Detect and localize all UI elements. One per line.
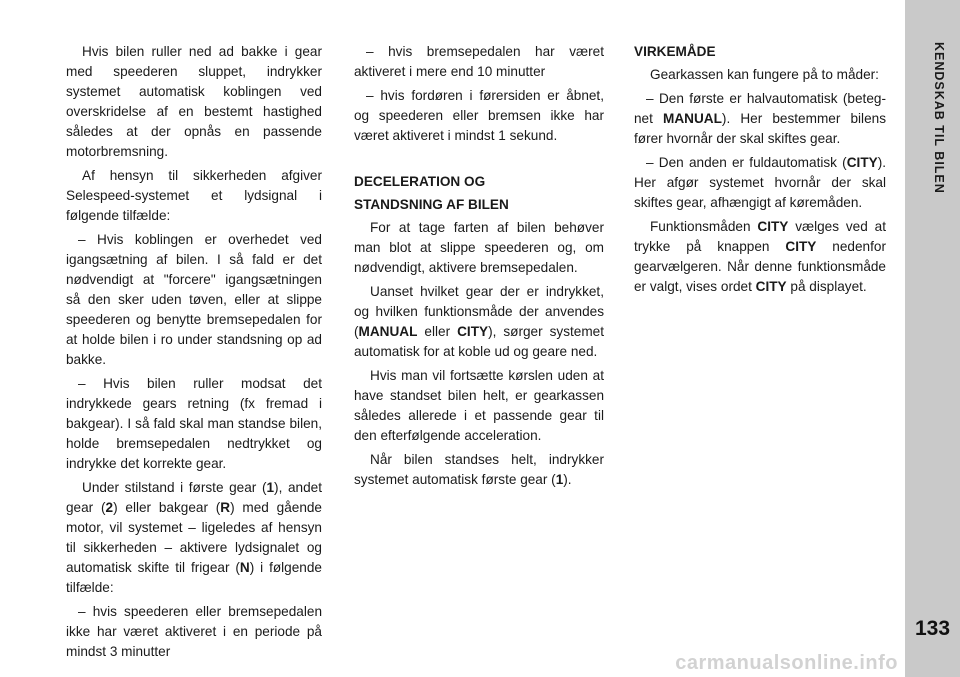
list-item: – hvis speederen eller bremsepedalen ikke har været aktiveret i en periode på mindst 3 minutter	[66, 604, 322, 659]
text-run: – Den første er halvautomatisk (betegnet	[634, 91, 886, 126]
list-item	[634, 89, 886, 149]
section-title: KENDSKAB TIL BILEN	[932, 42, 946, 194]
text-column-2	[354, 42, 604, 494]
text-run: ) med gående motor, vil systemet – ligeledes af hensyn til sikkerheden – aktivere lydsignalet og automatisk skifte til frigear (	[66, 500, 322, 575]
mode-label: CITY	[755, 279, 787, 294]
section-heading: DECELERATION OG	[354, 174, 486, 189]
watermark: carmanualsonline.info	[675, 652, 898, 674]
section-heading: STANDSNING AF BILEN	[354, 197, 509, 212]
text-run: ) i følgende tilfælde:	[66, 560, 322, 595]
gear-label: R	[220, 500, 231, 515]
section-tab	[905, 0, 960, 677]
text-run: Funktionsmåden	[650, 219, 758, 234]
gear-label: 1	[555, 472, 564, 487]
paragraph: Af hensyn til sikkerheden afgiver Selespeed-systemet et lydsignal i følgende tilfælde:	[66, 168, 322, 223]
text-column-3	[634, 42, 886, 301]
text-column-1	[66, 42, 322, 666]
list-item: – Hvis koblingen er overhedet ved igangsætning af bilen. I så fald er det nødvendigt at "forcere" igangsætningen så den sker uden tøven, eller at slippe speederen og benytte bremsepedalen for at holde bilen i ro under standsning op ad bakke.	[66, 232, 322, 367]
section-heading: VIRKEMÅDE	[634, 44, 716, 59]
text-run: nedenfor gearvælgeren. Når denne funktionsmåde er valgt, vises ordet	[634, 239, 886, 294]
text-run: Når bilen standses helt, indrykker systemet automatisk første gear (	[354, 452, 604, 487]
text-run: vælges ved at trykke på knappen	[634, 219, 887, 254]
paragraph: Hvis man vil fortsætte kørslen uden at have standset bilen helt, er gearkassen således allerede i et passende gear til den efterfølgende acceleration.	[354, 368, 604, 443]
gear-label: 1	[266, 480, 275, 495]
mode-label: CITY	[757, 219, 789, 234]
paragraph	[66, 478, 322, 598]
list-item	[634, 153, 886, 213]
text-run: ). Her bestemmer bilens fører hvornår der skal skiftes gear.	[634, 111, 886, 146]
mode-label: MANUAL	[663, 111, 722, 126]
paragraph: Gearkassen kan fungere på to måder:	[650, 67, 879, 82]
mode-label: CITY	[457, 324, 489, 339]
gear-label: 2	[105, 500, 114, 515]
mode-label: MANUAL	[358, 324, 418, 339]
text-run: Under stilstand i første gear (	[82, 480, 267, 495]
mode-label: CITY	[785, 239, 817, 254]
text-run: ), sørger systemet automatisk for at koble ud og geare ned.	[354, 324, 604, 359]
text-run: ), andet gear (	[66, 480, 322, 515]
list-item: – hvis bremsepedalen har været aktiveret i mere end 10 minutter	[354, 44, 604, 79]
page-number: 133	[914, 617, 951, 640]
paragraph: For at tage farten af bilen behøver man blot at slippe speederen og, om nødvendigt, aktivere bremsepedalen.	[354, 220, 604, 275]
list-item: – Hvis bilen ruller modsat det indrykkede gears retning (fx fremad i bakgear). I så fald skal man standse bilen, holde bremsepedalen nedtrykket og indrykke det korrekte gear.	[66, 376, 322, 471]
gear-label: N	[239, 560, 250, 575]
paragraph: Hvis bilen ruller ned ad bakke i gear med speederen sluppet, indrykker systemet automatisk koblingen ved overskridelse af en bestemt hastighed således at der opnås en passende motorbremsning.	[66, 44, 322, 159]
mode-label: CITY	[846, 155, 878, 170]
text-run: ).	[563, 472, 572, 487]
text-run: – Den anden er fuldautomatisk (	[646, 155, 847, 170]
paragraph	[634, 217, 886, 297]
list-item: – hvis fordøren i førersiden er åbnet, og speederen eller bremsen ikke har været aktiveret i mindst 1 sekund.	[354, 88, 604, 143]
paragraph	[354, 450, 604, 490]
text-run: på displayet.	[786, 279, 867, 294]
text-run: Uanset hvilket gear der er indrykket, og hvilken funktionsmåde der anvendes (	[354, 284, 604, 339]
text-run: eller	[417, 324, 458, 339]
text-run: ). Her afgør systemet hvornår der skal skiftes gear, afhængigt af køremåden.	[634, 155, 886, 210]
text-run: ) eller bakgear (	[113, 500, 221, 515]
paragraph	[354, 282, 604, 362]
